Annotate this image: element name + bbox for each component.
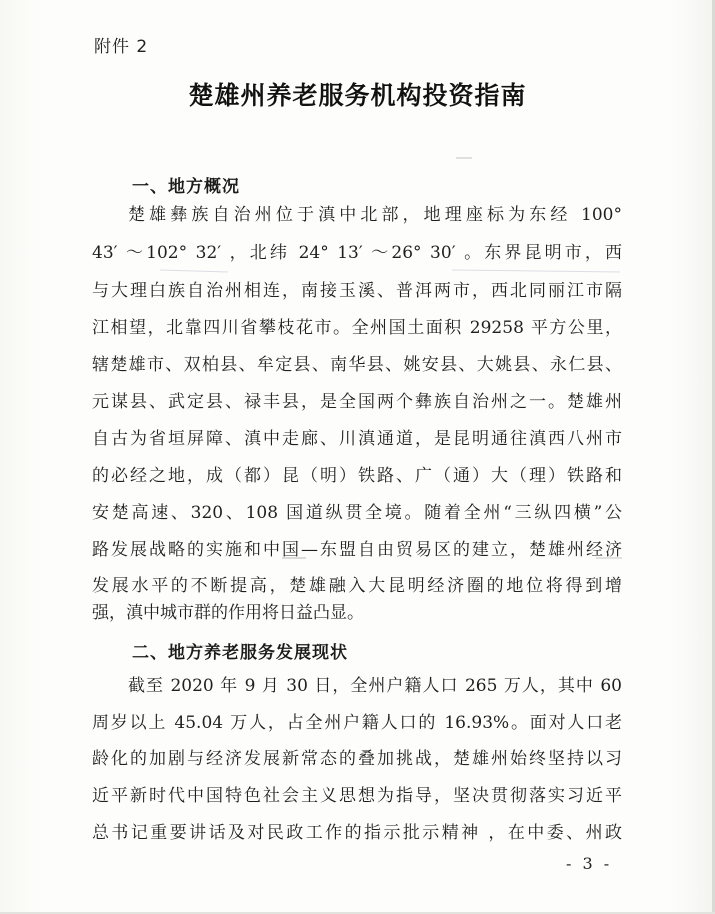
paragraph-line: 43′ ～102° 32′ ，北纬 24° 13′ ～26° 30′ 。东界昆明市，西 [92,243,622,263]
paragraph-line: 截至 2020 年 9 月 30 日，全州户籍人口 265 万人，其中 60 [128,676,622,696]
page-number: - 3 - [566,854,613,873]
paragraph-line: 近平新时代中国特色社会主义思想为指导，坚决贯彻落实习近平 [92,786,622,806]
paragraph-line: 江相望，北靠四川省攀枝花市。全州国土面积 29258 平方公里， [92,318,622,338]
paragraph-line: 路发展战略的实施和中国—东盟自由贸易区的建立，楚雄州经济 [92,540,622,560]
section-heading-overview: 一、地方概况 [132,177,240,197]
paragraph-line: 与大理白族自治州相连，南接玉溪、普洱两市，西北同丽江市隔 [92,281,622,301]
paragraph-line: 总书记重要讲话及对民政工作的指示批示精神 ，在中委、州政 [92,823,622,843]
paragraph-line: 强，滇中城市群的作用将日益凸显。 [92,603,364,623]
attachment-label: 附件 2 [94,37,149,57]
paragraph-line: 的必经之地，成（都）昆（明）铁路、广（通）大（理）铁路和 [92,466,622,486]
document-title: 楚雄州养老服务机构投资指南 [188,81,527,110]
paragraph-line: 辖楚雄市、双柏县、牟定县、南华县、姚安县、大姚县、永仁县、 [92,355,622,375]
paragraph-line: 龄化的加剧与经济发展新常态的叠加挑战，楚雄州始终坚持以习 [92,749,622,769]
paragraph-line: 周岁以上 45.04 万人，占全州户籍人口的 16.93%。面对人口老 [92,713,622,733]
paragraph-line: 楚雄彝族自治州位于滇中北部，地理座标为东经 100° [128,205,622,225]
paragraph-line: 发展水平的不断提高，楚雄融入大昆明经济圈的地位将得到增 [92,576,622,596]
paragraph-line: 安楚高速、320、108 国道纵贯全境。随着全州“三纵四横”公 [92,503,622,523]
section-heading-status: 二、地方养老服务发展现状 [132,643,348,663]
paragraph-line: 自古为省垣屏障、滇中走廊、川滇通道，是昆明通往滇西八州市 [92,429,622,449]
paragraph-line: 元谋县、武定县、禄丰县，是全国两个彝族自治州之一。楚雄州 [92,392,622,412]
